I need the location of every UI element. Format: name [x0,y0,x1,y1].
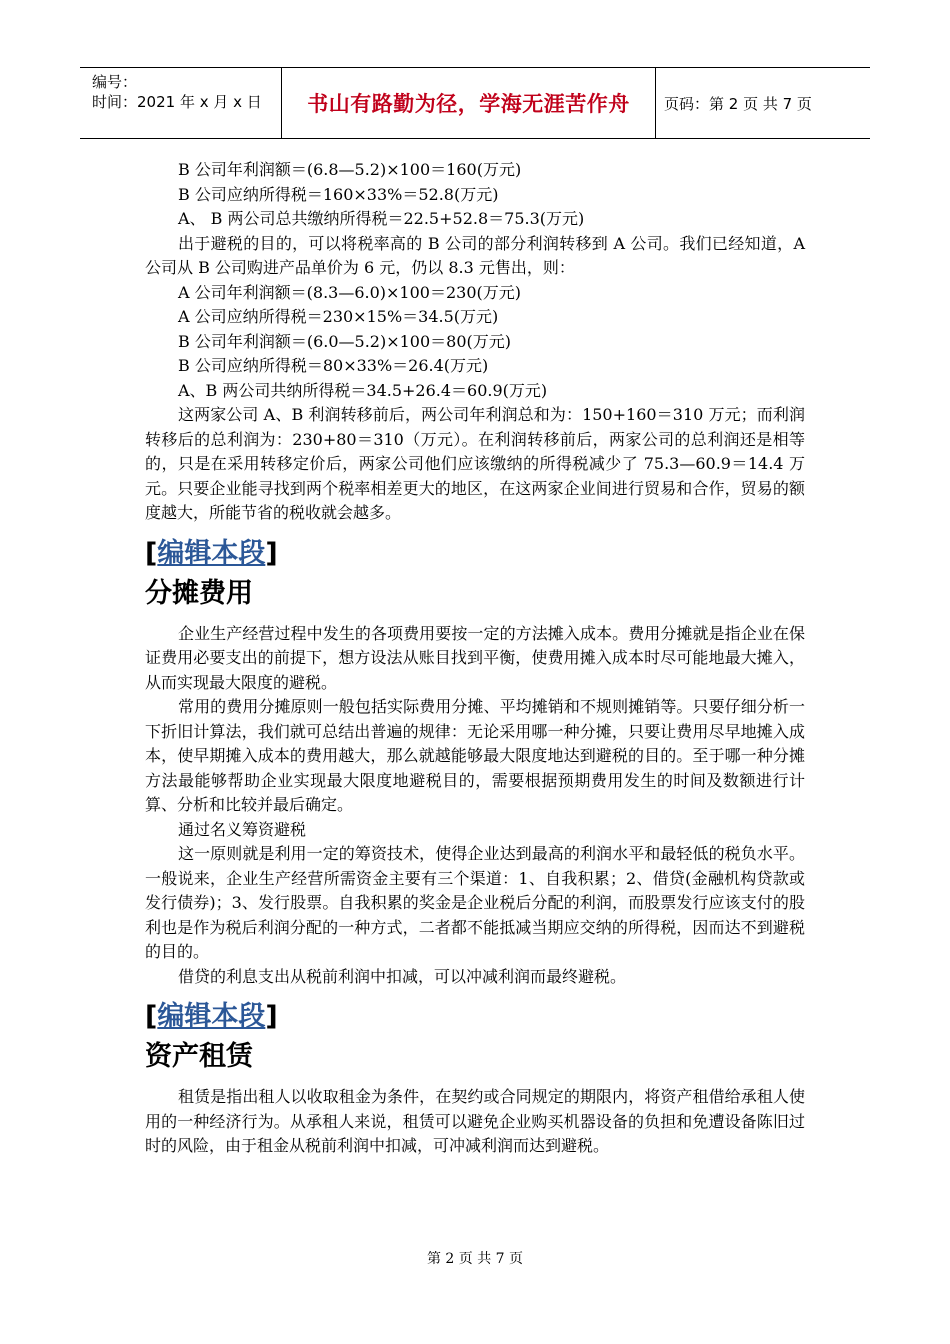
edit-section-link[interactable]: 编辑本段 [157,537,266,569]
calc-line: B 公司应纳所得税＝160×33%＝52.8(万元) [178,184,499,204]
paragraph-cost-1: 企业生产经营过程中发生的各项费用要按一定的方法摊入成本。费用分摊就是指企业在保证费用必要支出的前提下，想方设法从账目找到平衡，使费用摊入成本时尽可能地最大摊入，从而实现最大限度的避税。 [145,623,805,692]
header-meta [80,68,282,138]
document-date-label: 时间：2021 年 x 月 x 日 [92,93,262,111]
paragraph-summary: 这两家公司 A、B 利润转移前后，两公司年利润总和为：150+160＝310 万元；而利润转移后的总利润为：230+80＝310（万元）。在利润转移前后，两家公司的总利润还是相等的，只是在采用转移定价后，两家公司他们应该缴纳的所得税减少了 75.3—60.9＝14.4 万元。只要企业能寻找到两个税率相差更大的地区，在这两家企业间进行贸易和合作，贸易的额度越大，所能节省的税收就会越多。 [145,405,805,522]
paragraph-finance-1: 这一原则就是利用一定的筹资技术，使得企业达到最高的利润水平和最轻低的税负水平。一般说来，企业生产经营所需资金主要有三个渠道：1、自我积累；2、借贷(金融机构贷款或发行债券)；3、发行股票。自我积累的奖金是企业税后分配的利润，而股票发行应该支付的股利也是作为税后利润分配的一种方式，二者都不能抵减当期应交纳的所得税，因而达不到避税的目的。 [145,844,805,961]
header-motto-cell [282,68,656,138]
document-body [145,158,805,1159]
calc-line: A 公司年利润额＝(8.3—6.0)×100＝230(万元) [178,282,521,302]
paragraph-transfer: 出于避税的目的，可以将税率高的 B 公司的部分利润转移到 A 公司。我们已经知道，A 公司从 B 公司购进产品单价为 6 元，仍以 8.3 元售出，则： [145,233,805,277]
section-heading-lease: 资产租赁 [145,1041,253,1072]
calc-line: A 公司应纳所得税＝230×15%＝34.5(万元) [178,307,499,326]
header-page-label: 页码：第 2 页 共 7 页 [664,94,812,113]
paragraph-finance-2: 借贷的利息支出从税前利润中扣减，可以冲减利润而最终避税。 [178,966,627,986]
edit-section-link-wrapper: [编辑本段] [145,537,278,569]
document-number-label: 编号： [92,73,138,91]
calc-line: A、 B 两公司总共缴纳所得税＝22.5+52.8＝75.3(万元) [178,209,585,228]
calc-line: B 公司年利润额＝(6.0—5.2)×100＝80(万元) [178,331,512,351]
page-footer: 第 2 页 共 7 页 [426,1251,524,1267]
page-header [80,67,870,139]
paragraph-cost-2: 常用的费用分摊原则一般包括实际费用分摊、平均摊销和不规则摊销等。只要仔细分析一下折旧计算法，我们就可总结出普遍的规律：无论采用哪一种分摊，只要让费用尽早地摊入成本，使早期摊入成本的费用越大，那么就越能够最大限度地达到避税的目的。至于哪一种分摊方法最能够帮助企业实现最大限度地避税目的，需要根据预期费用发生的时间及数额进行计算、分析和比较并最后确定。 [145,697,805,814]
calc-line: A、B 两公司共纳所得税＝34.5+26.4＝60.9(万元) [178,380,548,400]
section-heading-cost: 分摊费用 [145,577,253,609]
paragraph-lease: 租赁是指出租人以收取租金为条件，在契约或合同规定的期限内，将资产租借给承租人使用的一种经济行为。从承租人来说，租赁可以避免企业购买机器设备的负担和免遭设备陈旧过时的风险，由于租金从税前利润中扣减，可冲减利润而达到避税。 [145,1087,805,1155]
header-motto: 书山有路勤为径，学海无涯苦作舟 [307,92,630,116]
calc-line: B 公司年利润额＝(6.8—5.2)×100＝160(万元) [178,160,522,179]
header-page-cell [656,68,870,138]
calc-line: B 公司应纳所得税＝80×33%＝26.4(万元) [178,356,489,375]
edit-section-link-wrapper: [编辑本段] [145,1001,278,1032]
edit-section-link[interactable]: 编辑本段 [157,1001,266,1032]
subheading-finance: 通过名义筹资避税 [178,819,307,839]
